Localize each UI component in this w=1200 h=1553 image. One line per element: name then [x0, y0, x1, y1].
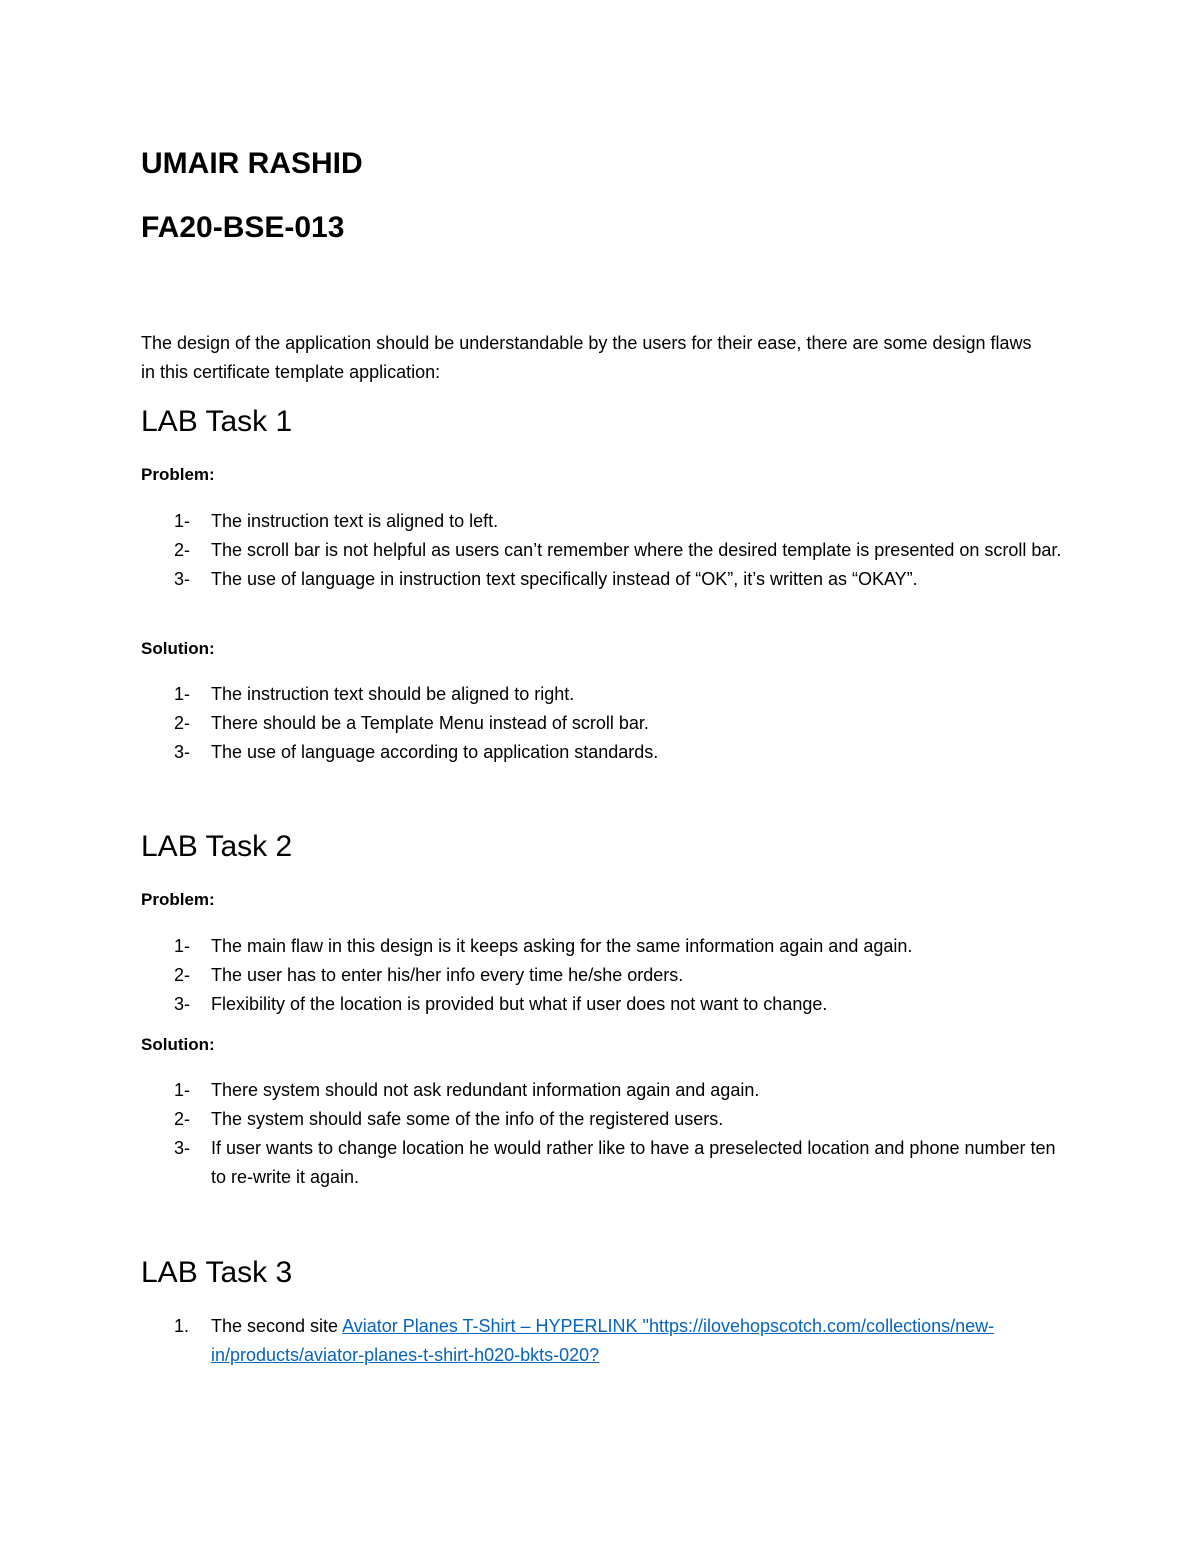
- task1-problem-list: [141, 507, 1071, 594]
- list-item: [141, 709, 1071, 738]
- list-number: 3-: [174, 742, 191, 762]
- list-number: 1-: [174, 511, 191, 531]
- task2-problem-list: [141, 932, 1071, 1019]
- list-text: The main flaw in this design is it keeps asking for the same information again and again.: [211, 936, 913, 956]
- list-text: There should be a Template Menu instead of scroll bar.: [211, 713, 649, 733]
- author-name: UMAIR RASHID: [141, 147, 363, 180]
- list-number: 1.: [174, 1316, 190, 1336]
- registration-number: FA20-BSE-013: [141, 211, 345, 244]
- task2-solution-list: [141, 1076, 1071, 1192]
- list-text: The use of language in instruction text specifically instead of “OK”, it’s written as “OKAY”.: [211, 569, 918, 589]
- list-number: 2-: [174, 713, 191, 733]
- task1-solution-list: [141, 680, 1071, 767]
- list-number: 3-: [174, 569, 191, 589]
- task2-problem-label: Problem:: [141, 890, 215, 909]
- list-text: There system should not ask redundant information again and again.: [211, 1080, 760, 1100]
- list-item: [141, 932, 1071, 961]
- task3-heading: LAB Task 3: [141, 1256, 293, 1289]
- list-text: The scroll bar is not helpful as users can’t remember where the desired template is presented on scroll bar.: [211, 540, 1062, 560]
- list-item: [141, 1134, 1071, 1192]
- list-number: 2-: [174, 540, 191, 560]
- list-item: [141, 507, 1071, 536]
- list-text: The system should safe some of the info of the registered users.: [211, 1109, 724, 1129]
- list-text: If user wants to change location he would rather like to have a preselected location and phone number ten to re-write it again.: [211, 1138, 1056, 1187]
- list-number: 2-: [174, 1109, 191, 1129]
- list-item: [141, 1076, 1071, 1105]
- list-item: [141, 990, 1071, 1019]
- aviator-tshirt-link[interactable]: Aviator Planes T-Shirt – HYPERLINK "https://ilovehopscotch.com/collections/new-in/products/aviator-planes-t-shirt-h020-bkts-020?: [211, 1316, 995, 1365]
- list-text: Flexibility of the location is provided but what if user does not want to change.: [211, 994, 828, 1014]
- task1-solution-label: Solution:: [141, 639, 215, 658]
- list-item: [141, 680, 1071, 709]
- list-text: The second site: [211, 1316, 343, 1336]
- task1-problem-label: Problem:: [141, 465, 215, 484]
- list-number: 1-: [174, 1080, 191, 1100]
- task3-list: [141, 1312, 1071, 1370]
- list-number: 3-: [174, 1138, 191, 1158]
- intro-paragraph: The design of the application should be understandable by the users for their ease, there are some design flaws in this certificate template application:: [141, 333, 1032, 382]
- list-item: [141, 1105, 1071, 1134]
- list-item: [141, 738, 1071, 767]
- list-text: The user has to enter his/her info every time he/she orders.: [211, 965, 684, 985]
- task2-solution-label: Solution:: [141, 1035, 215, 1054]
- task2-heading: LAB Task 2: [141, 830, 293, 863]
- list-text: The instruction text should be aligned to right.: [211, 684, 575, 704]
- list-number: 1-: [174, 684, 191, 704]
- list-text: The use of language according to application standards.: [211, 742, 659, 762]
- list-item: [141, 961, 1071, 990]
- list-number: 3-: [174, 994, 191, 1014]
- list-number: 1-: [174, 936, 191, 956]
- list-text: The instruction text is aligned to left.: [211, 511, 499, 531]
- list-item: [141, 565, 1071, 594]
- task1-heading: LAB Task 1: [141, 405, 293, 438]
- list-item: [141, 536, 1071, 565]
- list-item: [141, 1312, 1071, 1370]
- list-number: 2-: [174, 965, 191, 985]
